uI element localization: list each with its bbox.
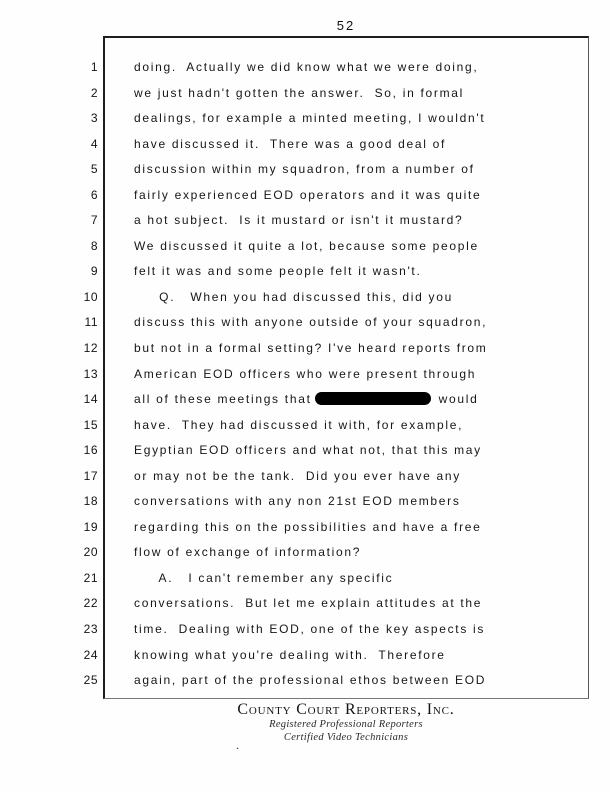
redaction-bar (315, 392, 431, 405)
line-text: doing. Actually we did know what we were doing, (134, 60, 479, 74)
line-text: We discussed it quite a lot, because some people (134, 238, 479, 253)
line-text: Egyptian EOD officers and what not, that this may (134, 443, 482, 458)
line-text: Q. When you had discussed this, did you (134, 289, 453, 304)
line-number: 19 (83, 519, 98, 534)
footer-tagline-certified: Certified Video Technicians (283, 731, 409, 743)
transcript-line (58, 81, 578, 107)
transcript-line (58, 540, 578, 566)
line-number: 22 (83, 596, 98, 611)
line-text: conversations with any non 21st EOD members (134, 494, 461, 509)
line-text: discussion within my squadron, from a number of (134, 162, 475, 177)
line-number: 3 (90, 111, 98, 126)
line-number: 12 (83, 341, 98, 356)
line-number: 16 (83, 443, 98, 458)
transcript-line (58, 234, 578, 260)
line-number: 11 (84, 315, 98, 330)
line-text: have discussed it. There was a good deal of (134, 136, 447, 151)
line-number: 24 (83, 647, 98, 662)
line-text: American EOD officers who were present through (134, 366, 477, 381)
line-text: regarding this on the possibilities and have a free (134, 519, 482, 534)
line-text: dealings, for example a minted meeting, I wouldn't (134, 111, 486, 126)
line-text: fairly experienced EOD operators and it was quite (134, 187, 482, 202)
footer-tagline-registered: Registered Professional Reporters (269, 719, 423, 730)
transcript-line (58, 591, 578, 617)
line-number: 23 (83, 622, 98, 637)
transcript-line (58, 668, 578, 694)
line-text: conversations. But let me explain attitudes at the (134, 596, 483, 611)
line-number: 18 (83, 494, 98, 509)
line-number: 17 (83, 468, 98, 483)
line-text: discuss this with anyone outside of your squadron, (134, 315, 488, 330)
line-text: again, part of the professional ethos between EOD (134, 673, 487, 688)
line-text: flow of exchange of information? (134, 545, 362, 560)
line-number: 15 (83, 417, 98, 432)
line-text: have. They had discussed it with, for example, (134, 417, 464, 432)
transcript-line (58, 132, 578, 158)
transcript-line (58, 285, 578, 311)
transcript-line (58, 489, 578, 515)
line-number: 8 (90, 238, 98, 253)
line-number: 4 (90, 136, 98, 151)
line-text: felt it was and some people felt it wasn't. (134, 264, 422, 279)
line-text: or may not be the tank. Did you ever have any (134, 468, 462, 483)
transcript-line (58, 157, 578, 183)
line-number: 1 (90, 60, 98, 74)
transcript-line (58, 643, 578, 669)
line-number: 25 (83, 673, 98, 688)
line-number: 10 (83, 289, 98, 304)
line-text: we just hadn't gotten the answer. So, in formal (134, 85, 465, 100)
line-number: 7 (90, 213, 98, 228)
transcript-body (58, 55, 578, 694)
transcript-line (58, 566, 578, 592)
line-text: knowing what you're dealing with. Therefore (134, 647, 446, 662)
transcript-line (58, 413, 578, 439)
line-number: 2 (90, 85, 98, 100)
transcript-line (58, 362, 578, 388)
transcript-line (58, 617, 578, 643)
line-text: a hot subject. Is it mustard or isn't it mustard? (134, 213, 464, 228)
transcript-line (58, 515, 578, 541)
transcript-line (58, 336, 578, 362)
line-number: 20 (83, 545, 98, 560)
line-number: 5 (90, 162, 98, 177)
page-number: 52 (336, 18, 356, 33)
transcript-line (58, 464, 578, 490)
transcript-line (58, 183, 578, 209)
footer (103, 701, 589, 744)
transcript-line (58, 106, 578, 132)
line-number: 9 (90, 264, 98, 279)
transcript-line (58, 259, 578, 285)
line-number: 21 (83, 570, 98, 585)
line-number: 14 (83, 392, 98, 407)
line-text: A. I can't remember any specific (134, 570, 394, 585)
line-number: 6 (90, 187, 98, 202)
transcript-line (58, 387, 578, 413)
transcript-line (58, 55, 578, 81)
line-text: time. Dealing with EOD, one of the key aspects is (134, 622, 486, 637)
line-text: but not in a formal setting? I've heard reports from (134, 341, 488, 356)
transcript-line (58, 208, 578, 234)
reporter-company-name: County Court Reporters, Inc. (237, 701, 455, 718)
transcript-line (58, 310, 578, 336)
line-number: 13 (83, 366, 98, 381)
stray-mark: . (236, 738, 239, 752)
transcript-line (58, 438, 578, 464)
line-text: all of these meetings that would (134, 392, 479, 407)
